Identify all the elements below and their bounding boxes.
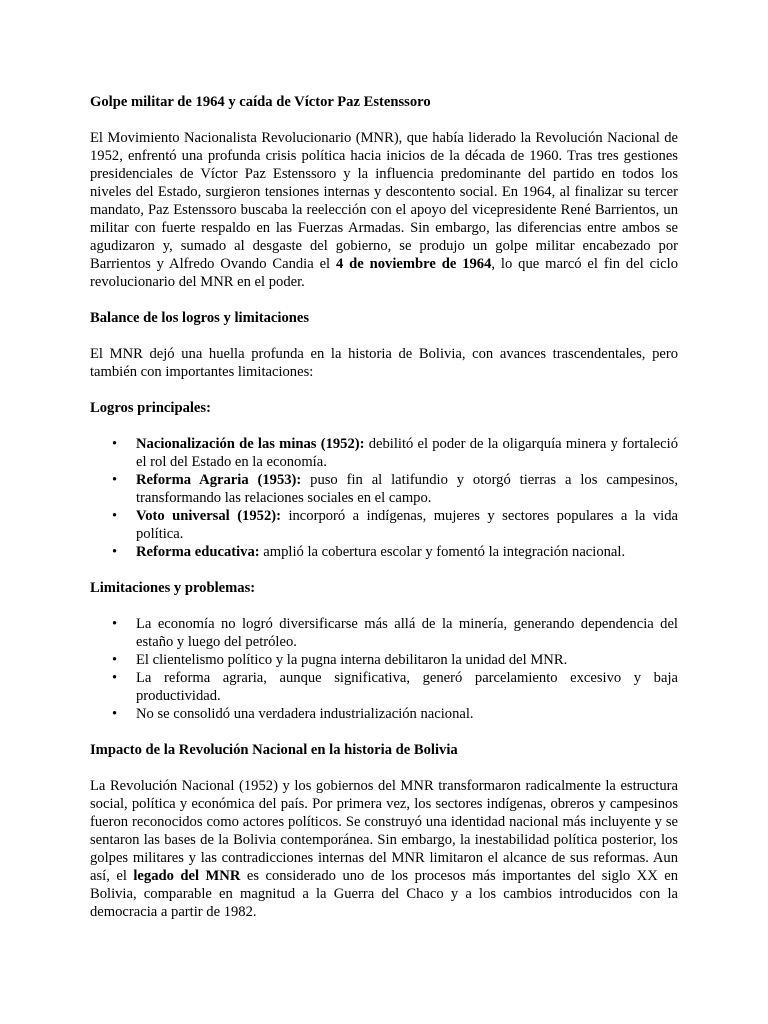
- paragraph-golpe-text-b: , lo que marcó el fin del ciclo revolucionario del MNR en el poder.: [90, 256, 678, 290]
- paragraph-impacto-text-a: La Revolución Nacional (1952) y los gobiernos del MNR transformaron radicalmente la estructura social, política y económica del país. Por primera vez, los sectores indígenas, obreros y campesinos fueron reconocidos como actores políticos. Se construyó una identidad nacional más incluyente y se sentaron las bases de la Bolivia contemporánea. Sin embargo, la inestabilidad política posterior, los golpes militares y las contradicciones internas del MNR limitaron el alcance de sus reformas. Aun así, el: [90, 778, 678, 884]
- list-item-text: El clientelismo político y la pugna interna debilitaron la unidad del MNR.: [136, 652, 568, 668]
- list-item-text: La economía no logró diversificarse más allá de la minería, generando dependencia del estaño y luego del petróleo.: [136, 616, 678, 650]
- paragraph-balance: El MNR dejó una huella profunda en la historia de Bolivia, con avances trascendentales, pero también con importantes limitaciones:: [90, 346, 678, 380]
- list-item-text: incorporó a indígenas, mujeres y sectores populares a la vida política.: [136, 508, 678, 542]
- heading-balance: Balance de los logros y limitaciones: [90, 310, 310, 326]
- bullet: •: [112, 652, 118, 668]
- bullet: •: [112, 436, 118, 452]
- bullet: •: [112, 472, 118, 488]
- list-item: [90, 651, 678, 669]
- heading-limitaciones: Limitaciones y problemas:: [90, 580, 256, 596]
- list-item: [90, 507, 678, 543]
- paragraph-golpe: [90, 129, 678, 291]
- document-content: [90, 93, 678, 921]
- bullet: •: [112, 508, 118, 524]
- heading-impacto: Impacto de la Revolución Nacional en la historia de Bolivia: [90, 742, 458, 758]
- list-item: [90, 435, 678, 471]
- list-item-title: Reforma Agraria (1953):: [136, 472, 302, 488]
- limitaciones-list: [90, 615, 678, 723]
- list-item-text: puso fin al latifundio y otorgó tierras a los campesinos, transformando las relaciones sociales en el campo.: [136, 472, 678, 506]
- bullet: •: [112, 616, 118, 632]
- list-item-text: debilitó el poder de la oligarquía minera y fortaleció el rol del Estado en la economía.: [136, 436, 678, 470]
- list-item: [90, 615, 678, 651]
- list-item-text: No se consolidó una verdadera industrialización nacional.: [136, 706, 474, 722]
- heading-golpe: Golpe militar de 1964 y caída de Víctor Paz Estenssoro: [90, 94, 431, 110]
- list-item-text: amplió la cobertura escolar y fomentó la integración nacional.: [259, 544, 626, 560]
- logros-list: [90, 435, 678, 561]
- list-item-title: Nacionalización de las minas (1952):: [136, 436, 365, 452]
- paragraph-golpe-text-a: El Movimiento Nacionalista Revolucionario (MNR), que había liderado la Revolución Nacional de 1952, enfrentó una profunda crisis política hacia inicios de la década de 1960. Tras tres gestiones presidenciales de Víctor Paz Estenssoro y la influencia predominante del partido en todos los niveles del Estado, surgieron tensiones internas y descontento social. En 1964, al finalizar su tercer mandato, Paz Estenssoro buscaba la reelección con el apoyo del vicepresidente René Barrientos, un militar con fuerte respaldo en las Fuerzas Armadas. Sin embargo, las diferencias entre ambos se agudizaron y, sumado al desgaste del gobierno, se produjo un golpe militar encabezado por Barrientos y Alfredo Ovando Candia el: [90, 130, 678, 272]
- list-item: [90, 705, 678, 723]
- list-item: [90, 471, 678, 507]
- heading-logros: Logros principales:: [90, 400, 211, 416]
- bullet: •: [112, 670, 118, 686]
- paragraph-impacto-text-b: es considerado uno de los procesos más importantes del siglo XX en Bolivia, comparable en magnitud a la Guerra del Chaco y a los cambios introducidos con la democracia a partir de 1982.: [90, 868, 678, 920]
- legado-highlight: legado del MNR: [133, 868, 241, 884]
- list-item: [90, 669, 678, 705]
- list-item-title: Reforma educativa:: [136, 544, 260, 560]
- list-item-title: Voto universal (1952):: [136, 508, 281, 524]
- list-item: [90, 543, 678, 561]
- date-highlight: 4 de noviembre de 1964: [336, 256, 492, 272]
- bullet: •: [112, 544, 118, 560]
- paragraph-impacto: [90, 777, 678, 921]
- list-item-text: La reforma agraria, aunque significativa, generó parcelamiento excesivo y baja productividad.: [136, 670, 678, 704]
- bullet: •: [112, 706, 118, 722]
